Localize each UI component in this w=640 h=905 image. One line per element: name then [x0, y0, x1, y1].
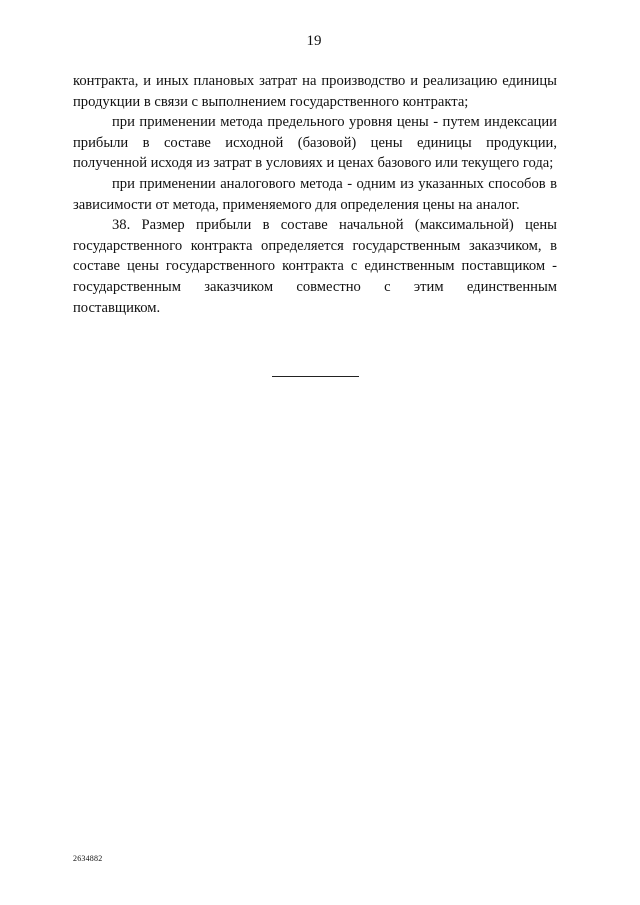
document-body	[73, 71, 557, 318]
end-of-text-rule	[272, 376, 359, 377]
document-code: 2634882	[73, 854, 103, 863]
paragraph-analog-method: при применении аналогового метода - одним из указанных способов в зависимости от метода, применяемого для определения цены на аналог.	[73, 175, 557, 213]
paragraph-limit-price-method: при применении метода предельного уровня цены - путем индексации прибыли в составе исходной (базовой) цены единицы продукции, полученной исходя из затрат в условиях и ценах базового или текущего года;	[73, 114, 557, 172]
paragraph-item-38-end: поставщиком.	[73, 299, 161, 316]
paragraph-continuation: контракта, и иных плановых затрат на производство и реализацию единицы продукции в связи с выполнением государственного контракта;	[73, 73, 557, 110]
page-number: 19	[306, 33, 322, 49]
paragraph-item-38: 38. Размер прибыли в составе начальной (максимальной) цены государственного контракта определяется государственным заказчиком, в составе цены государственного контракта с единственным поставщиком - государственным заказчиком совместно с этим единственным	[73, 217, 557, 295]
